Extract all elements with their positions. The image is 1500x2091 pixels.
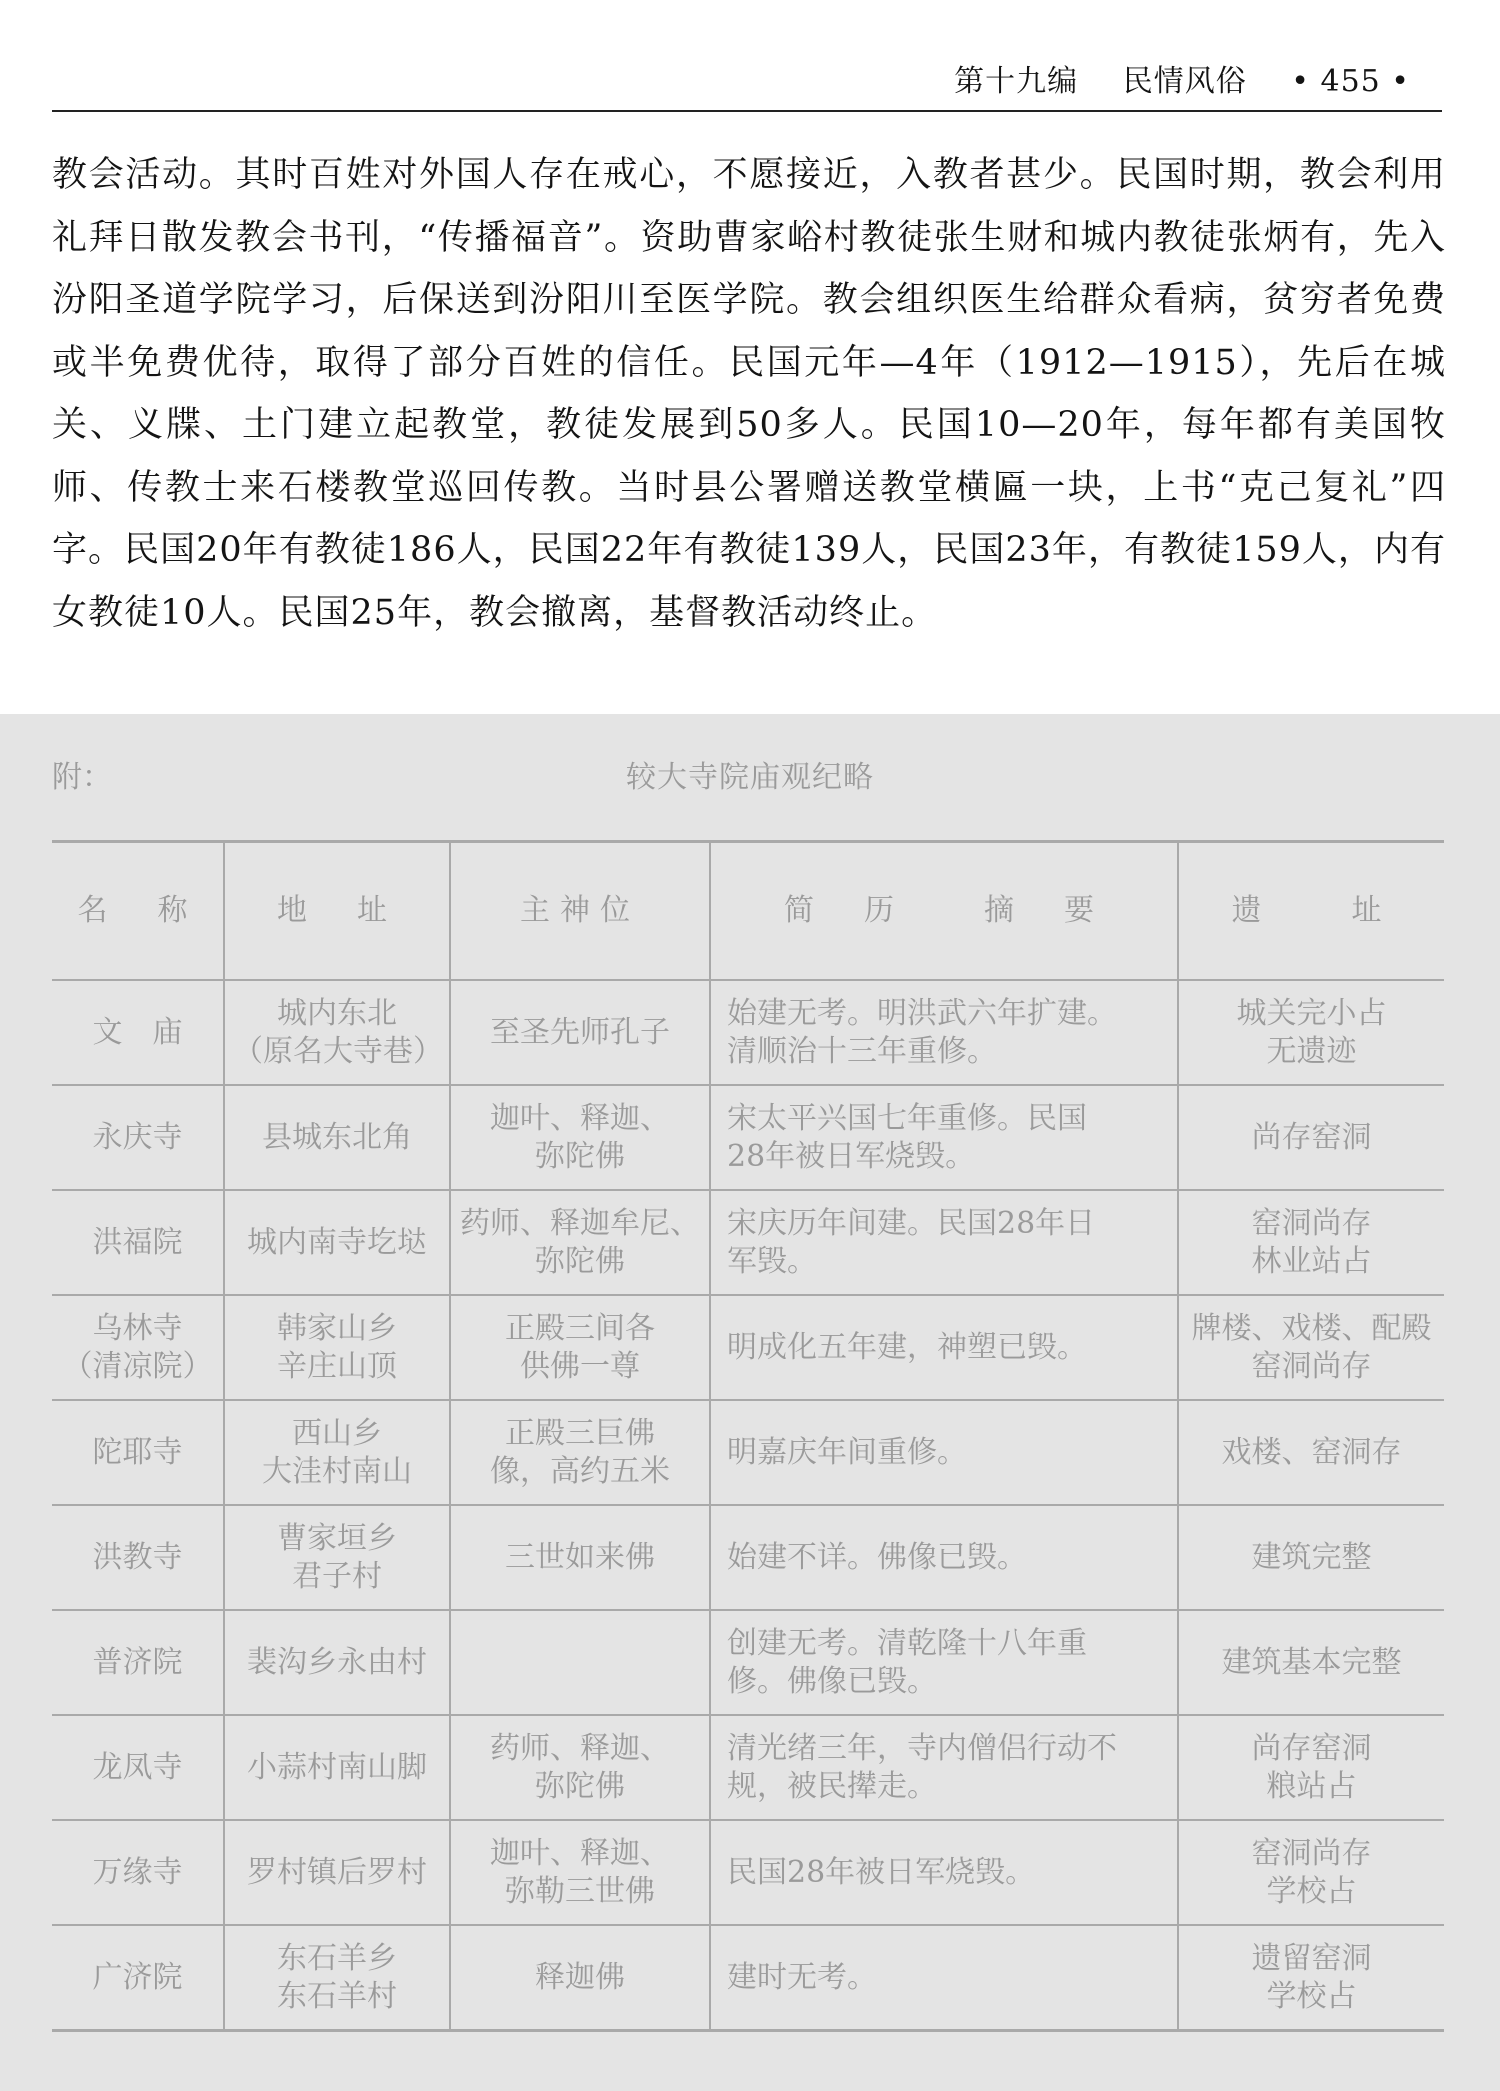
cell-address: 城内东北 （原名大寺巷） [224,980,450,1085]
cell-name: 洪福院 [52,1190,224,1295]
table-header-row [52,842,1444,981]
cell-deity: 三世如来佛 [450,1505,710,1610]
cell-site: 建筑完整 [1178,1505,1444,1610]
cell-name: 普济院 [52,1610,224,1715]
cell-address: 西山乡 大洼村南山 [224,1400,450,1505]
table-row [52,1715,1444,1820]
table-row [52,1820,1444,1925]
page-header [52,52,1442,112]
cell-site: 窑洞尚存 林业站占 [1178,1190,1444,1295]
cell-address: 县城东北角 [224,1085,450,1190]
cell-summary: 建时无考。 [710,1925,1178,2031]
appendix-section [0,714,1500,2091]
cell-summary: 始建不详。佛像已毁。 [710,1505,1178,1610]
temples-table [52,840,1444,2032]
cell-address: 韩家山乡 辛庄山顶 [224,1295,450,1400]
cell-summary: 始建无考。明洪武六年扩建。 清顺治十三年重修。 [710,980,1178,1085]
section-title: 民情风俗 [1122,64,1247,99]
cell-deity: 至圣先师孔子 [450,980,710,1085]
cell-name: 乌林寺 （清凉院） [52,1295,224,1400]
table-row [52,1400,1444,1505]
cell-address: 曹家垣乡 君子村 [224,1505,450,1610]
appendix-label: 附： [52,760,112,795]
cell-address: 罗村镇后罗村 [224,1820,450,1925]
cell-address: 小蒜村南山脚 [224,1715,450,1820]
cell-name: 洪教寺 [52,1505,224,1610]
cell-site: 遗留窑洞 学校占 [1178,1925,1444,2031]
table-row [52,1085,1444,1190]
cell-summary: 宋庆历年间建。民国28年日 军毁。 [710,1190,1178,1295]
cell-site: 窑洞尚存 学校占 [1178,1820,1444,1925]
cell-summary: 宋太平兴国七年重修。民国 28年被日军烧毁。 [710,1085,1178,1190]
cell-address: 城内南寺圪垯 [224,1190,450,1295]
cell-site: 尚存窑洞 粮站占 [1178,1715,1444,1820]
cell-summary: 清光绪三年，寺内僧侣行动不 规，被民撵走。 [710,1715,1178,1820]
cell-address: 裴沟乡永由村 [224,1610,450,1715]
table-row [52,1190,1444,1295]
table-row [52,1610,1444,1715]
table-row [52,1505,1444,1610]
chapter-title: 第十九编 [954,64,1079,99]
cell-name: 永庆寺 [52,1085,224,1190]
column-header-address: 地 址 [224,842,450,981]
cell-summary: 明嘉庆年间重修。 [710,1400,1178,1505]
header-text [920,56,1410,100]
cell-site: 城关完小占 无遗迹 [1178,980,1444,1085]
cell-name: 龙凤寺 [52,1715,224,1820]
cell-deity: 药师、释迦牟尼、 弥陀佛 [450,1190,710,1295]
cell-address: 东石羊乡 东石羊村 [224,1925,450,2031]
cell-site: 建筑基本完整 [1178,1610,1444,1715]
cell-name: 广济院 [52,1925,224,2031]
cell-summary: 创建无考。清乾隆十八年重 修。佛像已毁。 [710,1610,1178,1715]
column-header-summary: 简 历 摘 要 [710,842,1178,981]
cell-summary: 民国28年被日军烧毁。 [710,1820,1178,1925]
appendix-title: 较大寺院庙观纪略 [626,760,874,795]
cell-deity: 迦叶、释迦、 弥勒三世佛 [450,1820,710,1925]
table-row [52,1295,1444,1400]
cell-name: 文 庙 [52,980,224,1085]
cell-site: 戏楼、窑洞存 [1178,1400,1444,1505]
cell-deity: 释迦佛 [450,1925,710,2031]
table-row [52,980,1444,1085]
body-paragraph: 教会活动。其时百姓对外国人存在戒心，不愿接近，入教者甚少。民国时期，教会利用礼拜日散发教会书刊，“传播福音”。资助曹家峪村教徒张生财和城内教徒张炳有，先入汾阳圣道学院学习，后保送到汾阳川至医学院。教会组织医生给群众看病，贫穷者免费或半免费优待，取得了部分百姓的信任。民国元年—4年（1912—1915），先后在城关、义牒、土门建立起教堂，教徒发展到50多人。民国10—20年，每年都有美国牧师、传教士来石楼教堂巡回传教。当时县公署赠送教堂横匾一块，上书“克己复礼”四字。民国20年有教徒186人，民国22年有教徒139人，民国23年，有教徒159人，内有女教徒10人。民国25年，教会撤离，基督教活动终止。 [52,155,1446,633]
cell-name: 万缘寺 [52,1820,224,1925]
cell-name: 陀耶寺 [52,1400,224,1505]
column-header-deity: 主神位 [450,842,710,981]
cell-deity: 迦叶、释迦、 弥陀佛 [450,1085,710,1190]
cell-deity: 正殿三巨佛 像，高约五米 [450,1400,710,1505]
cell-deity [450,1610,710,1715]
cell-site: 牌楼、戏楼、配殿 窑洞尚存 [1178,1295,1444,1400]
cell-deity: 药师、释迦、 弥陀佛 [450,1715,710,1820]
column-header-site: 遗 址 [1178,842,1444,981]
column-header-name: 名 称 [52,842,224,981]
table-row [52,1925,1444,2031]
table-body [52,980,1444,2031]
page-number: • 455 • [1291,64,1410,99]
cell-deity: 正殿三间各 供佛一尊 [450,1295,710,1400]
cell-summary: 明成化五年建，神塑已毁。 [710,1295,1178,1400]
cell-site: 尚存窑洞 [1178,1085,1444,1190]
